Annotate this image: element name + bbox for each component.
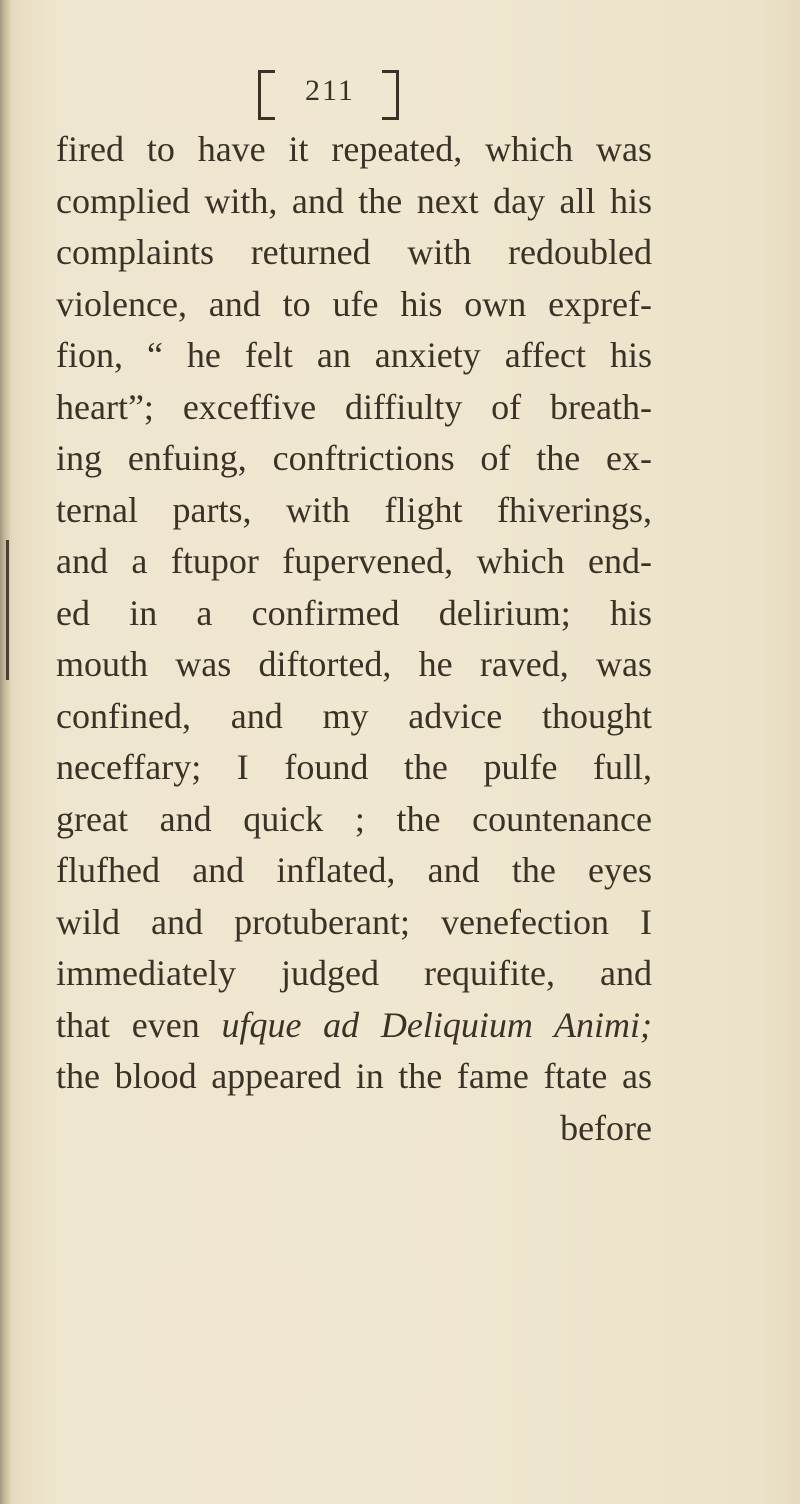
text-line-lead: that even [56,1004,222,1045]
page-header [0,70,800,130]
text-line: confined, and my advice thought [56,695,652,736]
page-spine-edge [0,0,10,1504]
text-line: and a ftupor fupervened, which end- [56,541,652,581]
text-line: flufhed and inflated, and the eyes [56,850,652,890]
latin-phrase: ufque ad Deliquium Animi; [221,1004,652,1045]
body-text [56,124,652,1154]
text-line: ternal parts, with flight fhiverings, [56,489,652,530]
left-bracket [258,70,275,120]
right-bracket [382,70,399,120]
text-line: great and quick ; the countenance [56,798,652,839]
text-line: fion, “ he felt an anxiety affect his [56,335,652,375]
catchword: before [560,1107,652,1148]
text-line: complied with, and the next day all his [56,180,652,221]
text-line: ed in a confirmed delirium; his [56,592,652,633]
text-line: neceffary; I found the pulfe full, [56,747,652,787]
text-line: mouth was diftorted, he raved, was [56,644,652,684]
text-line: fired to have it repeated, which was [56,129,652,169]
text-line: wild and protuberant; venefection I [56,901,652,942]
page-number: 211 [305,74,355,107]
text-line-latin [56,1000,652,1052]
text-line: the blood appeared in the fame ftate as [56,1056,652,1096]
binding-shadow [6,540,9,680]
text-line: immediately judged requifite, and [56,953,652,993]
text-line: heart”; exceffive diffiulty of breath- [56,386,652,427]
text-line: ing enfuing, conftrictions of the ex- [56,438,652,478]
text-line: violence, and to ufe his own expref- [56,283,652,324]
text-line: complaints returned with redoubled [56,232,652,272]
